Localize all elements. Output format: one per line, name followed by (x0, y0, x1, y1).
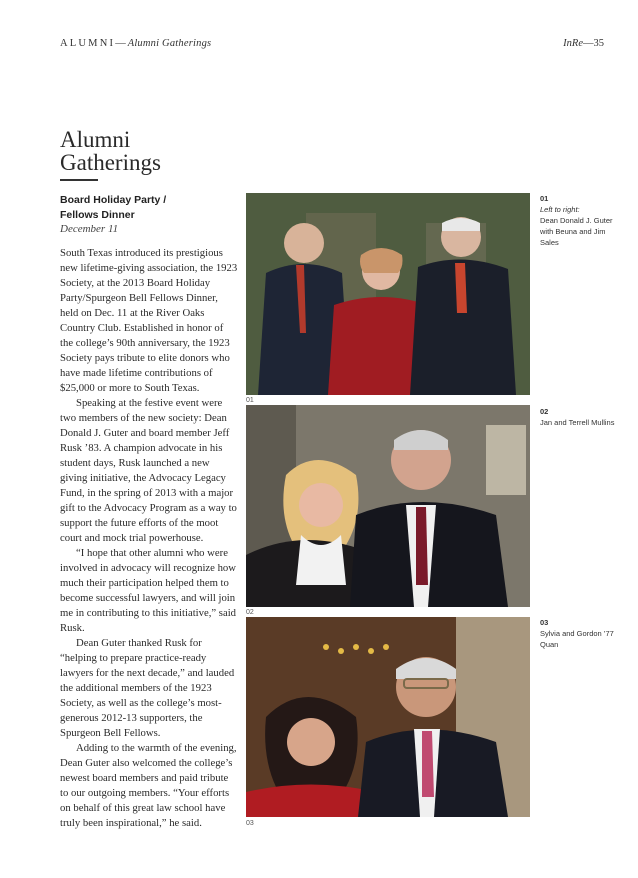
event-title-line-1: Board Holiday Party / (60, 194, 167, 206)
page-title-line-2: Gatherings (60, 150, 161, 175)
caption-2 (540, 406, 620, 428)
caption-2-number: 02 (540, 407, 549, 416)
photo-2-label: 02 (246, 609, 254, 616)
body-paragraph-1: South Texas introduced its prestigious new lifetime-giving association, the 1923 Society, at the 2013 Board Holiday Party/Spurgeon Bell Fellows Dinner, held on Dec. 11 at the River Oaks Country Club. Established in honor of the college’s 90th anniversary, the 1923 Society pays tribute to elite donors who have made lifetime contributions of $25,000 or more to South Texas. (60, 247, 238, 394)
article-body (60, 246, 238, 831)
body-paragraph-4: Dean Guter thanked Rusk for “helping to prepare practice-ready lawyers for the next decade,” and lauded the additional members of the 1923 Society, as well as the college’s most-generous 2012-13 supporters, the Spurgeon Bell Fellows. (60, 637, 235, 739)
section-name: ALUMNI (60, 38, 116, 49)
photo-mullins (246, 405, 530, 607)
page-title-line-1: Alumni (60, 127, 131, 152)
running-head-left (60, 38, 211, 49)
caption-1-text: Dean Donald J. Guter with Beuna and Jim Sales (540, 216, 613, 247)
caption-1-lead: Left to right: (540, 205, 580, 214)
caption-3-text: Sylvia and Gordon ’77 Quan (540, 629, 614, 649)
body-paragraph-3: “I hope that other alumni who were involved in advocacy will recognize how much their participation helped them to become successful lawyers, and will join me in contributing to this initiative,” said Rusk. (60, 547, 237, 634)
caption-2-text: Jan and Terrell Mullins (540, 418, 615, 427)
header-dash: — (115, 38, 128, 49)
page-number: 35 (593, 38, 604, 49)
caption-1 (540, 193, 620, 248)
body-paragraph-5: Adding to the warmth of the evening, Dean Guter also welcomed the college’s newest board members and paid tribute to our outgoing members. “Your efforts on behalf of this great law school have truly been inspirational,” he said. (60, 742, 237, 829)
photo-guter-sales (246, 193, 530, 395)
page-dash: — (583, 38, 594, 49)
subsection-name: Alumni Gatherings (127, 38, 212, 49)
magazine-name: InRe (563, 38, 583, 49)
photo-3-illustration (246, 617, 530, 817)
photo-1-illustration (246, 193, 530, 395)
caption-1-number: 01 (540, 194, 549, 203)
photo-quan (246, 617, 530, 817)
title-rule (60, 179, 98, 181)
photo-3-label: 03 (246, 820, 254, 827)
running-head-right (563, 38, 604, 49)
event-title (60, 193, 230, 223)
body-paragraph-2: Speaking at the festive event were two members of the new society: Dean Donald J. Guter and board member Jeff Rusk ’83. A champion advocate in his student days, Rusk launched a new giving initiative, the Advocacy Legacy Fund, in the spring of 2013 with a major gift to the Advocacy Program as a way to support the future efforts of the moot court and mock trial powerhouse. (60, 397, 237, 544)
event-title-line-2: Fellows Dinner (60, 209, 135, 221)
page-title (60, 128, 161, 174)
caption-3 (540, 617, 620, 650)
event-date: December 11 (60, 223, 119, 235)
photo-1-label: 01 (246, 397, 254, 404)
caption-3-number: 03 (540, 618, 549, 627)
photo-2-illustration (246, 405, 530, 607)
